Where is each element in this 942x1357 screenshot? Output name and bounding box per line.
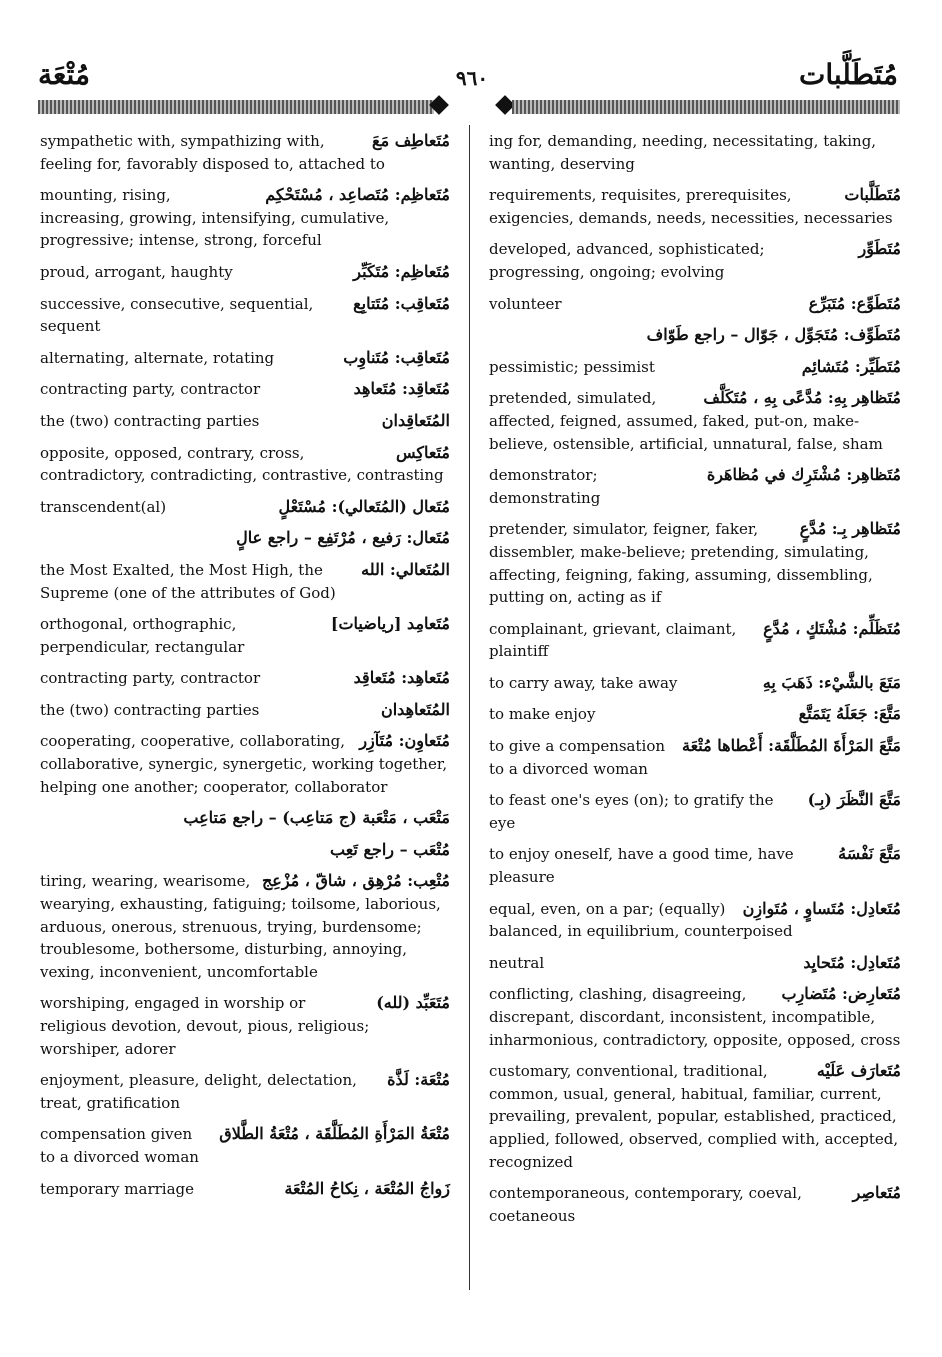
entry-arabic-headword: مُتَعارَف عَلَيْه <box>816 1061 901 1081</box>
entry-arabic-headword: مُتْعَة: لَذَّة <box>387 1070 450 1090</box>
entry-arabic-headword: مُتَعال: رَفيع ، مُرْتَفِع – راجع عالٍ <box>236 528 450 548</box>
dictionary-entry <box>40 1069 450 1114</box>
entry-english-definition: temporary marriage <box>40 1179 195 1198</box>
entry-english-definition: equal, even, on a par; (equally) balanced, in equilibrium, counterpoised <box>489 899 793 941</box>
entry-arabic-headword: مُتَعاهِد: مُتَعاقِد <box>353 668 450 688</box>
dictionary-entry <box>489 1060 901 1173</box>
dictionary-entry <box>40 527 450 550</box>
left-column <box>40 130 450 1209</box>
dictionary-entry <box>489 356 901 379</box>
entry-english-definition: tiring, wearing, wearisome, wearying, exhausting, fatiguing; toilsome, laborious, arduous, onerous, strenuous, trying, burdensome; troublesome, bothersome, disturbing, annoying, vexing, inconvenient, uncomfortable <box>40 872 441 981</box>
entry-english-definition: to give a compensation to a divorced woman <box>489 737 666 778</box>
entry-english-definition: proud, arrogant, haughty <box>40 262 233 281</box>
entry-arabic-headword: زَواجُ المُتْعَة ، نِكاحُ المُتْعَة <box>284 1178 450 1198</box>
dictionary-entry <box>489 130 901 175</box>
entry-arabic-headword: المُتَعالي: الله <box>361 559 450 579</box>
entry-english-definition: complainant, grievant, claimant, plaintiff <box>489 619 737 661</box>
entry-arabic-headword: مَتَّعَ: جَعَلَهُ يَتَمَتَّع <box>798 704 901 724</box>
entry-arabic-headword: مُتَعاظِم: مُتَكَبِّر <box>353 261 450 281</box>
header-word-right: مُتَطَلَّبات <box>798 58 898 91</box>
dictionary-entry <box>40 378 450 401</box>
entry-english-definition: compensation given to a divorced woman <box>40 1125 199 1166</box>
entry-arabic-headword: المُتَعاهِدان <box>380 699 450 719</box>
dictionary-entry <box>40 613 450 658</box>
dictionary-entry <box>40 410 450 433</box>
dictionary-entry <box>489 735 901 780</box>
entry-arabic-headword: مُتَعاظِم: مُتَصاعِد ، مُسْتَحْكِم <box>265 185 450 205</box>
dictionary-entry <box>489 618 901 663</box>
entry-english-definition: enjoyment, pleasure, delight, delectation, treat, gratification <box>40 1071 357 1112</box>
entry-arabic-headword: مُتَعاقِب: مُتَتابِع <box>353 293 450 313</box>
entry-arabic-headword: مُتَعاوِن: مُتَآزِر <box>359 731 450 751</box>
entry-english-definition: contemporaneous, contemporary, coeval, coetaneous <box>489 1184 802 1225</box>
entry-english-definition: ing for, demanding, needing, necessitating, taking, wanting, deserving <box>489 132 877 173</box>
dictionary-entry <box>40 699 450 722</box>
dictionary-entry <box>489 703 901 726</box>
entry-english-definition: the Most Exalted, the Most High, the Supreme (one of the attributes of God) <box>40 560 336 602</box>
entry-arabic-headword: مُتَظاهِر بِـ: مُدَّعٍ <box>799 519 901 539</box>
entry-english-definition: pretended, simulated, affected, feigned, assumed, faked, put-on, make-believe, ostensible, artificial, unnatural, false, sham <box>489 389 883 453</box>
dictionary-entry <box>40 1178 450 1201</box>
entry-english-definition: neutral <box>489 953 545 972</box>
dictionary-entry <box>40 442 450 487</box>
dictionary-entry <box>40 667 450 690</box>
dictionary-entry <box>40 870 450 983</box>
entry-english-definition: the (two) contracting parties <box>40 700 260 719</box>
dictionary-entry <box>489 1182 901 1227</box>
right-column <box>489 130 901 1236</box>
entry-arabic-headword: مُتَعاصِر <box>852 1183 901 1203</box>
entry-english-definition: transcendent(al) <box>40 497 167 516</box>
entry-english-definition: pretender, simulator, feigner, faker, dissembler, make-believe; pretending, simulating, affecting, feigning, faking, assuming, dissembling, putting on, acting as if <box>489 520 873 607</box>
entry-arabic-headword: مُتَطَيِّر: مُتَشائِم <box>801 356 901 376</box>
entry-arabic-headword: مُتْعِب: مُرْهِق ، شاقّ ، مُزْعِج <box>261 871 450 891</box>
entry-english-definition: customary, conventional, traditional, common, usual, general, habitual, familiar, current, prevailing, prevalent, popular, established, practiced, applied, followed, observed, complied with, accepted, recognized <box>489 1062 899 1171</box>
entry-english-definition: volunteer <box>489 294 562 313</box>
header-rule-right <box>512 100 900 114</box>
dictionary-entry <box>40 261 450 284</box>
dictionary-entry <box>489 789 901 834</box>
dictionary-entry <box>489 672 901 695</box>
dictionary-entry <box>489 983 901 1051</box>
entry-english-definition: contracting party, contractor <box>40 380 261 399</box>
entry-arabic-headword: مَتَّعَ نَفْسَهُ <box>838 844 901 864</box>
entry-english-definition: opposite, opposed, contrary, cross, contradictory, contradicting, contrastive, contrasting <box>40 443 444 485</box>
entry-english-definition: worshiping, engaged in worship or religious devotion, devout, pious, religious; worshiper, adorer <box>40 994 370 1058</box>
dictionary-entry <box>489 324 901 347</box>
entry-english-definition: successive, consecutive, sequential, sequent <box>40 294 314 336</box>
header-rule-left <box>38 100 434 114</box>
dictionary-entry <box>489 952 901 975</box>
entry-arabic-headword: مَتَّعَ المَرْأَةَ المُطَلَّقَة: أَعْطاها مُتْعَة <box>682 736 901 756</box>
entry-english-definition: to carry away, take away <box>489 673 678 692</box>
entry-arabic-headword: مَتْعَب ، مَتْعَبة (ج مَتاعِب) – راجع مَتاعِب <box>183 808 450 828</box>
entry-arabic-headword: مُتَعادِل: مُتَساوٍ ، مُتَوازِن <box>742 898 901 918</box>
entry-english-definition: developed, advanced, sophisticated; progressing, ongoing; evolving <box>489 240 765 281</box>
entry-arabic-headword: مُتَطَوِّر <box>858 239 901 259</box>
entry-arabic-headword: مَتَّعَ النَّظَرَ (بِـ) <box>807 790 901 810</box>
dictionary-entry <box>40 559 450 604</box>
dictionary-entry <box>489 184 901 229</box>
entry-english-definition: cooperating, cooperative, collaborating, collaborative, synergic, synergetic, working together, helping one another; cooperator, collaborator <box>40 732 448 796</box>
entry-arabic-headword: مُتَعال (المُتَعالي): مُسْتَعْلٍ <box>278 496 450 516</box>
dictionary-entry <box>489 464 901 509</box>
dictionary-entry <box>489 898 901 943</box>
entry-arabic-headword: مُتَعاقِب: مُتَناوِب <box>343 347 450 367</box>
dictionary-entry <box>40 184 450 252</box>
entry-english-definition: conflicting, clashing, disagreeing, discrepant, discordant, inconsistent, incompatible, inharmonious, contradictory, opposite, opposed, cross <box>489 985 901 1049</box>
entry-arabic-headword: مُتَظَلِّم: مُشْتَكٍ ، مُدَّعٍ <box>763 618 901 638</box>
entry-arabic-headword: مُتَطَوِّع: مُتَبَرِّع <box>808 293 901 313</box>
entry-english-definition: pessimistic; pessimist <box>489 357 655 376</box>
entry-english-definition: sympathetic with, sympathizing with, feeling for, favorably disposed to, attached to <box>40 132 385 173</box>
entry-arabic-headword: مُتَطَوِّف: مُتَجَوِّل ، جَوّال – راجع طَوّاف <box>646 325 901 345</box>
dictionary-entry <box>40 730 450 798</box>
dictionary-entry <box>40 992 450 1060</box>
entry-arabic-headword: مُتَعادِل: مُتَحايِد <box>803 952 901 972</box>
entry-arabic-headword: مُتَعاطِف مَعَ <box>372 131 450 150</box>
entry-arabic-headword: مُتَظاهِر: مُشْتَرِك في مُظاهَرة <box>706 465 901 485</box>
entry-arabic-headword: مُتَعارِض: مُتَضارِب <box>781 984 901 1004</box>
dictionary-entry <box>489 293 901 316</box>
entry-arabic-headword: مَتَعَ بالشَّيْء: ذَهَبَ بِهِ <box>762 672 901 692</box>
entry-arabic-headword: مُتَظاهِر بِهِ: مُدَّعًى بِهِ ، مُتَكَلَّف <box>703 388 901 408</box>
dictionary-entry <box>489 518 901 608</box>
dictionary-entry <box>40 293 450 338</box>
entry-arabic-headword: مُتَعَبِّد (لله) <box>376 993 450 1013</box>
entry-english-definition: demonstrator; demonstrating <box>489 466 601 507</box>
entry-arabic-headword: مُتَعامِد [رياضيات] <box>330 614 450 634</box>
entry-english-definition: orthogonal, orthographic, perpendicular, rectangular <box>40 615 245 656</box>
entry-english-definition: to feast one's eyes (on); to gratify the eye <box>489 791 774 832</box>
entry-arabic-headword: مُتَطَلَّبات <box>844 185 901 205</box>
dictionary-entry <box>489 387 901 455</box>
entry-english-definition: alternating, alternate, rotating <box>40 348 275 367</box>
dictionary-entry <box>40 130 450 175</box>
header-word-left: مُتْعَة <box>38 58 90 91</box>
page-number: ٩٦٠ <box>455 66 489 90</box>
entry-arabic-headword: المُتَعاقِدان <box>381 410 450 430</box>
dictionary-entry <box>40 807 450 830</box>
entry-english-definition: to enjoy oneself, have a good time, have pleasure <box>489 845 794 887</box>
entry-arabic-headword: مُتَعاكِس <box>395 442 450 462</box>
entry-english-definition: the (two) contracting parties <box>40 411 260 430</box>
dictionary-entry <box>489 843 901 888</box>
entry-english-definition: requirements, requisites, prerequisites, exigencies, demands, needs, necessities, necessaries <box>489 186 893 227</box>
dictionary-entry <box>40 839 450 862</box>
dictionary-entry <box>40 496 450 519</box>
entry-arabic-headword: مُتْعَةُ المَرْأَةِ المُطَلَّقَة ، مُتْعَةُ الطَّلاق <box>219 1124 450 1144</box>
dictionary-entry <box>40 347 450 370</box>
entry-english-definition: contracting party, contractor <box>40 669 261 688</box>
entry-arabic-headword: مُتْعَب – راجع تَعِب <box>330 839 450 859</box>
entry-english-definition: to make enjoy <box>489 705 596 724</box>
entry-english-definition: mounting, rising, increasing, growing, intensifying, cumulative, progressive; intense, strong, forceful <box>40 186 390 250</box>
dictionary-entry <box>40 1123 450 1168</box>
column-divider <box>469 125 470 1290</box>
entry-arabic-headword: مُتَعاقِد: مُتَعاهِد <box>353 379 450 399</box>
dictionary-entry <box>489 238 901 283</box>
